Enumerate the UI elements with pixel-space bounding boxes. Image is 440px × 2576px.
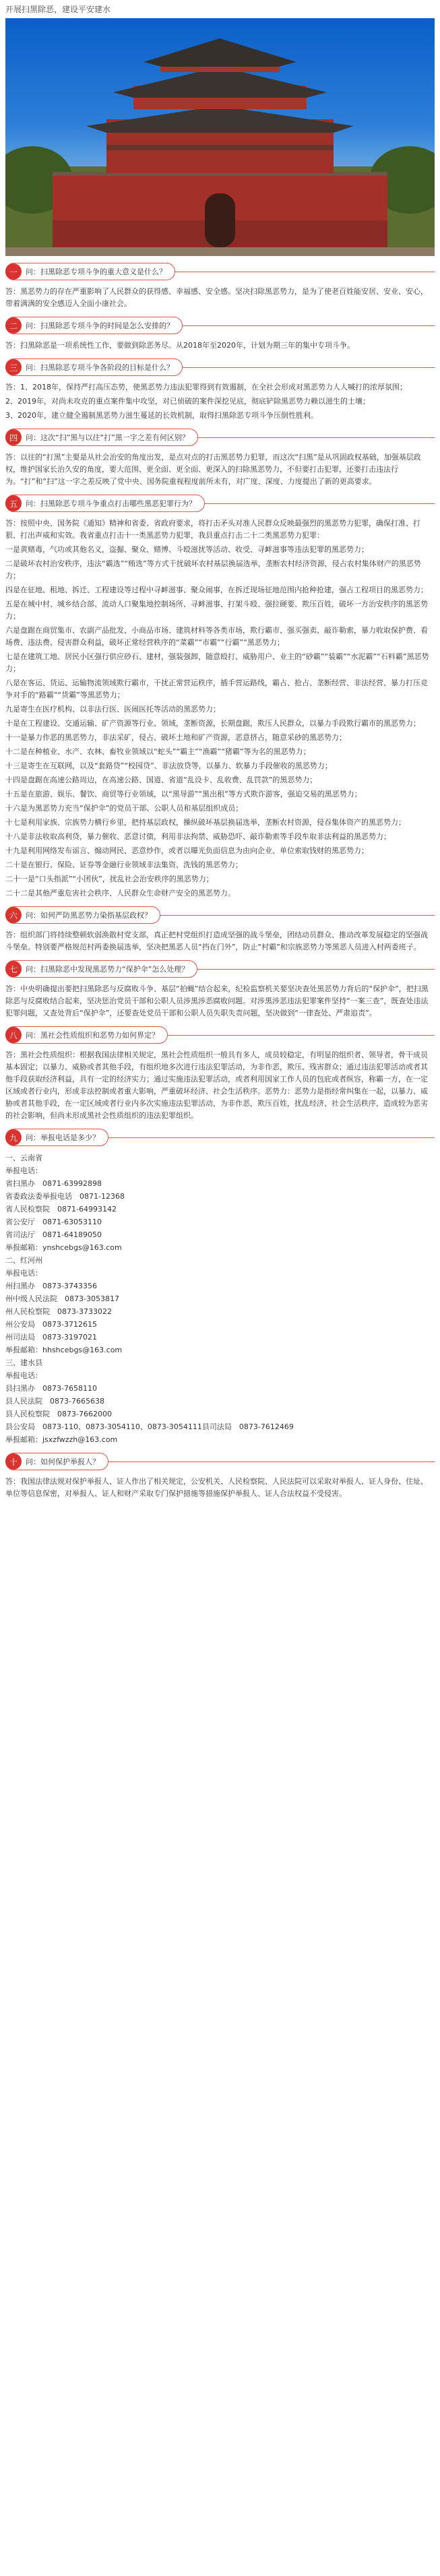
hotline-list: [0, 1152, 440, 1446]
hotline-line: 县公安局 0873-110、0873-3054110、0873-3054111县司法局 0873-7612469: [5, 1422, 294, 1431]
question-1-bar: [5, 263, 435, 280]
question-3-box: [5, 358, 183, 376]
answer-4: 答：以往的“打黑”主要是从社会治安的角度出发，是点对点的打击黑恶势力犯罪，而这次“扫黑”是从巩固政权基础，加强基层政权，维护国家长治久安的角度，要大范围、更全面、更全面、更深入的扫除黑恶势力，不但要打击犯罪，还要打击违法行为。“打”和“扫”这一字之差反映了党中央、国务院重视程度前所未有，对广度、深度、力度提出了新的更高要求。: [5, 453, 421, 486]
list-item: 十六是为黑恶势力充当“保护伞”的党员干部、公职人员和基层组织成员；: [5, 804, 243, 813]
pavilion-illustration: [5, 18, 435, 256]
hotline-line: 省公安厅 0871-63053110: [5, 1218, 102, 1226]
question-7-box: [5, 960, 197, 978]
question-number-badge: 六: [5, 907, 22, 923]
hotline-line: 州司法局 0873-3197021: [5, 1333, 97, 1342]
question-number-badge: 一: [5, 263, 22, 280]
hotline-line: 州公安局 0873-3712615: [5, 1320, 97, 1329]
answer-1: 答：黑恶势力的存在严重影响了人民群众的获得感、幸福感、安全感。坚决扫除黑恶势力，是为了使老百姓能安居、安业、安心，带着满满的安全感迈入全面小康社会。: [5, 287, 428, 308]
answer-7: 答：中央明确提出要把扫黑除恶与反腐败斗争、基层“拍蝇”结合起来，纪检监察机关要坚决查处黑恶势力背后的“保护伞”，把扫黑除恶与反腐败结合起来，坚决惩治党员干部和公职人员涉黑涉恶腐败问题。对涉黑涉恶违法犯罪案件坚持“一案三查”，既查处违法犯罪问题，又查处背后“保护伞”，还要查处党员干部和公职人员失职失责问题，坚决做到“一律查处、严肃追责”。: [5, 984, 429, 1017]
question-8-box: [5, 1026, 168, 1044]
answer-5: 答：按照中央、国务院《通知》精神和省委、省政府要求，将打击矛头对准人民群众反映最强烈的黑恶势力犯罪，确保打准、打狠、打出声威和实效。我省重点打击十一类黑恶势力犯罪，我县重点打击二十二类黑恶势力犯罪： 一是黄赌毒，气功或其他名义，盗掘、聚众、赌博、斗殴滋扰等活动、收受、寻衅滋事等违法犯罪的黑恶势力； 二是破坏农村治安秩序，违法“霸选”“贿选”等方式干扰破坏农村基层换届选举，垄断农村经济资源，侵占农村集体财产的黑恶势力； 四是在征地、租地、拆迁、工程建设等过程中寻衅滋事、聚众闹事，在拆迁现场征地范围内抢种抢建，强占工程项目的黑恶势力； 五是在城中村、城乡结合部、流动人口聚集地控制场所、寻衅滋事、打架斗殴、强拉硬要、欺压百姓，破坏一方治安秩序的黑恶势力； 六是盘踞在商贸集市、农副产品批发、小商品市场、建筑材料等各类市场，欺行霸市、强买强卖、敲诈勒索，暴力收取保护费、看场费、违法费、侵害群众利益，破坏正常经营秩序的“菜霸”“市霸”“行霸”“黑恶势力； 七是在建筑工地、居民小区强行供应砂石、建材，强装强卸，随意殴打、威胁用户、业主的“砂霸”“装霸”“水泥霸”“石料霸”黑恶势力； 八是在客运、货运、运输物流领域欺行霸市，干扰正常营运秩序，插手营运路线，霸占、抢占、垄断经营、非法经营、暴力打压竞争对手的“路霸”“货霸”等黑恶势力； 九是寄生在医疗机构、以非法行医、医闹医托等活动的黑恶势力； 十是在工程建设、交通运输、矿产资源等行业、领域，垄断资源，长期盘踞，欺压人民群众，以暴力手段欺行霸市的黑恶势力； 十一是暴力作恶的黑恶势力，非法采矿，侵占、破坏土地和矿产资源，恶意挤占，随意采砂的黑恶势力； 十二是在种植业、水产、农林、畜牧业领域以“蛇头”“霸主”“渔霸”“猪霸”等为名的黑恶势力； 十三是寄生在互联网，以及“套路贷”“校园贷”、非法放贷等，以暴力、软暴力手段催收的黑恶势力； 十四是盘踞在高速公路周边，在高速公路、国道、省道“乱设卡、乱收费、乱罚款”的黑恶势力； 十五是在旅游、娱乐、餐饮、商贸等行业领域，以“黑导游”“黑出租”等方式欺诈游客，强迫交易的黑恶势力； 十六是为黑恶势力充当“保护伞”的党员干部、公职人员和基层组织成员； 十七是利用家族、宗族势力横行乡里，把持基层政权，操纵破坏基层换届选举，垄断农村资源，侵吞集体资产的黑恶势力； 十八是非法收取高利贷，暴力催收、恶意讨债，利用非法拘禁、威胁恐吓、敲诈勒索等手段牟取非法利益的黑恶势力； 十九是利用网络发布谣言、煽动网民、恶意炒作，或者以曝光负面信息为由向企业、单位索取钱财的黑恶势力； 二十是在银行、保险、证券等金融行业领域非法集资、洗钱的黑恶势力； 二十一是“口头指派”“小团伙”，扰乱社会治安秩序的黑恶势力； 二十二是其他严重危害社会秩序、人民群众生命财产安全的黑恶势力。: [0, 517, 440, 900]
question-number-badge: 十: [5, 1453, 22, 1470]
answer-6: 答：组织部门将持续整顿软弱涣散村党支部，真正把村党组织打造成坚强的战斗堡垒，团结动员群众、推动改革发展稳定的坚强战斗堡垒。特别要严格规范村两委换届选举，坚决把黑恶人员“挡在门外”，防止“村霸”和宗族恶势力等黑恶人员进入村两委班子。: [5, 931, 428, 951]
answer-3: 答：1、2018年，保持严打高压态势，使黑恶势力违法犯罪得到有效遏制，在全社会形成对黑恶势力人人喊打的浓厚氛围； 2、2019年，对尚未攻克的重点案件集中攻坚，对已侦破的案件深挖见底，彻底铲除黑恶势力赖以滋生的土壤； 3、2020年，建立健全遏制黑恶势力滋生蔓延的长效机制，取得扫黑除恶专项斗争压倒性胜利。: [5, 383, 407, 420]
hotline-group-title: 三、建水县: [5, 1358, 42, 1367]
question-7-text: 问：扫黑除恶中发现黑恶势力“保护伞”怎么处理？: [26, 965, 189, 974]
crime-category-list: [5, 544, 435, 900]
question-number-badge: 二: [5, 317, 22, 334]
hotline-line: 举报电话：: [5, 1269, 42, 1278]
list-item: 七是在建筑工地、居民小区强行供应砂石、建材，强装强卸，随意殴打、威胁用户、业主的“砂霸”“装霸”“水泥霸”“石料霸”黑恶势力；: [5, 652, 429, 673]
hotline-line: 举报邮箱：jsxzfwzzh@163.com: [5, 1435, 118, 1444]
list-item: 十九是利用网络发布谣言、煽动网民、恶意炒作，或者以曝光负面信息为由向企业、单位索取钱财的黑恶势力；: [5, 846, 369, 855]
list-item: 十七是利用家族、宗族势力横行乡里，把持基层政权，操纵破坏基层换届选举，垄断农村资源，侵吞集体资产的黑恶势力；: [5, 818, 406, 827]
question-3-bar: [5, 358, 435, 376]
list-item: 六是盘踞在商贸集市、农副产品批发、小商品市场、建筑材料等各类市场，欺行霸市、强买强卖、敲诈勒索，暴力收取保护费、看场费、违法费、侵害群众利益，破坏正常经营秩序的“菜霸”“市霸”“行霸”“黑恶势力；: [5, 626, 428, 647]
answer-8: 答：黑社会性质组织：根据我国法律相关规定，黑社会性质组织一般具有多人，成员较稳定，有明显的组织者、领导者，骨干成员基本固定；以暴力、威胁或者其他手段，有组织地多次进行违法犯罪活动，为非作恶，欺压、残害群众；通过违法犯罪活动或者其他手段获取经济利益，具有一定的经济实力；通过实施违法犯罪活动，或者利用国家工作人员的包庇或者纵容，称霸一方，在一定区域或者行业内，形成非法控制或者重大影响，严重破坏经济、社会生活秩序。恶势力：恶势力是指经常纠集在一起，以暴力、威胁或者其他手段，在一定区域或者行业内多次实施违法犯罪活动，为非作恶，欺压百姓，扰乱经济、社会生活秩序，造成较为恶劣的社会影响，但尚未形成黑社会性质组织的违法犯罪组织。: [5, 1050, 428, 1120]
question-2-text: 问：扫黑除恶专项斗争的时间是怎么安排的？: [26, 321, 174, 330]
list-item: 十二是在种植业、水产、农林、畜牧业领域以“蛇头”“霸主”“渔霸”“猪霸”等为名的黑恶势力；: [5, 747, 311, 756]
question-10-bar: [5, 1453, 435, 1470]
question-6-text: 问：如何严防黑恶势力染指基层政权？: [26, 911, 152, 920]
question-4-box: [5, 429, 198, 446]
hotline-line: 省人民检察院 0871-64993142: [5, 1205, 117, 1214]
hotline-line: 举报电话：: [5, 1166, 42, 1175]
list-item: 二十是在银行、保险、证券等金融行业领域非法集资、洗钱的黑恶势力；: [5, 860, 243, 869]
list-item: 八是在客运、货运、运输物流领域欺行霸市，干扰正常营运秩序，插手营运路线，霸占、抢占、垄断经营、非法经营、暴力打压竞争对手的“路霸”“货霸”等黑恶势力；: [5, 679, 428, 699]
question-10-box: [5, 1453, 108, 1470]
hotline-line: 举报邮箱：hhshcebgs@163.com: [5, 1346, 123, 1354]
question-8-text: 问：黑社会性质组织和恶势力如何界定？: [26, 1031, 159, 1040]
list-item: 十八是非法收取高利贷，暴力催收、恶意讨债，利用非法拘禁、威胁恐吓、敲诈勒索等手段牟取非法利益的黑恶势力；: [5, 832, 391, 841]
question-8-bar: [5, 1026, 435, 1044]
list-item: 十四是盘踞在高速公路周边，在高速公路、国道、省道“乱设卡、乱收费、乱罚款”的黑恶势力；: [5, 776, 317, 784]
list-item: 四是在征地、租地、拆迁、工程建设等过程中寻衅滋事、聚众闹事，在拆迁现场征地范围内抢种抢建，强占工程项目的黑恶势力；: [5, 586, 428, 594]
hotline-line: 省扫黑办 0871-63992898: [5, 1179, 102, 1188]
question-1-text: 问：扫黑除恶专项斗争的重大意义是什么？: [26, 268, 166, 276]
list-item: 五是在城中村、城乡结合部、流动人口聚集地控制场所、寻衅滋事、打架斗殴、强拉硬要、欺压百姓，破坏一方治安秩序的黑恶势力；: [5, 600, 428, 621]
hotline-line: 举报邮箱：ynshcebgs@163.com: [5, 1243, 122, 1252]
question-9-box: [5, 1129, 108, 1146]
hotline-line: 省司法厅 0871-64189050: [5, 1230, 102, 1239]
list-item: 十五是在旅游、娱乐、餐饮、商贸等行业领域，以“黑导游”“黑出租”等方式欺诈游客，强迫交易的黑恶势力；: [5, 790, 362, 798]
hotline-line: 省委政法委举报电话 0871-12368: [5, 1192, 125, 1201]
hotline-line: 县人民检察院 0873-7662000: [5, 1410, 112, 1418]
list-item: 十三是寄生在互联网，以及“套路贷”“校园贷”、非法放贷等，以暴力、软暴力手段催收的黑恶势力；: [5, 761, 332, 770]
list-item: 九是寄生在医疗机构、以非法行医、医闹医托等活动的黑恶势力；: [5, 705, 220, 714]
question-9-bar: [5, 1129, 435, 1146]
hotline-group-title: 一、云南省: [5, 1154, 42, 1162]
question-4-text: 问：这次“扫”黑与以往“打”黑一字之差有何区别？: [26, 433, 189, 442]
hotline-line: 州人民检察院 0873-3733022: [5, 1307, 112, 1316]
hotline-line: 县人民法院 0873-7665638: [5, 1397, 104, 1406]
question-number-badge: 五: [5, 495, 22, 511]
question-number-badge: 七: [5, 961, 22, 977]
list-item: 二是破坏农村治安秩序，违法“霸选”“贿选”等方式干扰破坏农村基层换届选举，垄断农村经济资源，侵占农村集体财产的黑恶势力；: [5, 559, 421, 580]
question-5-text: 问：扫黑除恶专项斗争重点打击哪些黑恶犯罪行为？: [26, 499, 196, 508]
hotline-group-title: 二、红河州: [5, 1256, 42, 1265]
list-item: 十一是暴力作恶的黑恶势力，非法采矿，侵占、破坏土地和矿产资源，恶意挤占，随意采砂的黑恶势力；: [5, 733, 346, 742]
list-item: 二十二是其他严重危害社会秩序、人民群众生命财产安全的黑恶势力。: [5, 889, 235, 898]
hero-image: [5, 18, 435, 256]
page-title: 开展扫黑除恶，建设平安建水: [5, 5, 111, 14]
question-2-box: [5, 317, 183, 334]
question-1-box: [5, 263, 175, 280]
list-item: 十是在工程建设、交通运输、矿产资源等行业、领域，垄断资源，长期盘踞，欺压人民群众，以暴力手段欺行霸市的黑恶势力；: [5, 719, 420, 728]
hotline-line: 州中级人民法院 0873-3053817: [5, 1294, 119, 1303]
question-6-bar: [5, 906, 435, 924]
question-2-bar: [5, 317, 435, 334]
question-10-text: 问：如何保护举报人？: [26, 1457, 100, 1466]
question-number-badge: 三: [5, 359, 22, 375]
question-5-box: [5, 495, 205, 512]
question-number-badge: 四: [5, 429, 22, 445]
question-5-bar: [5, 495, 435, 512]
answer-10: 答：我国法律法规对保护举报人、证人作出了相关规定，公安机关、人民检察院、人民法院可以采取对举报人、证人身份、住址、单位等信息保密，对举报人、证人和财产采取专门保护措施等措施保护举报人、证人合法权益不受侵害。: [5, 1477, 428, 1498]
hotline-line: 举报电话：: [5, 1371, 42, 1380]
hotline-line: 县扫黑办 0873-7658110: [5, 1384, 97, 1393]
question-number-badge: 九: [5, 1129, 22, 1145]
question-number-badge: 八: [5, 1027, 22, 1043]
answer-2: 答：扫黑除恶是一项系统性工作，要做到除恶务尽。从2018年至2020年，计划为期三年的集中专项斗争。: [5, 341, 354, 350]
list-item: 一是黄赌毒，气功或其他名义，盗掘、聚众、赌博、斗殴滋扰等活动、收受、寻衅滋事等违法犯罪的黑恶势力；: [5, 545, 369, 554]
list-item: 二十一是“口头指派”“小团伙”，扰乱社会治安秩序的黑恶势力；: [5, 875, 214, 883]
question-7-bar: [5, 960, 435, 978]
question-6-box: [5, 906, 160, 924]
hotline-line: 州扫黑办 0873-3743356: [5, 1282, 97, 1290]
question-9-text: 问：举报电话是多少？: [26, 1133, 100, 1142]
question-3-text: 问：扫黑除恶专项斗争各阶段的目标是什么？: [26, 363, 174, 372]
question-4-bar: [5, 429, 435, 446]
